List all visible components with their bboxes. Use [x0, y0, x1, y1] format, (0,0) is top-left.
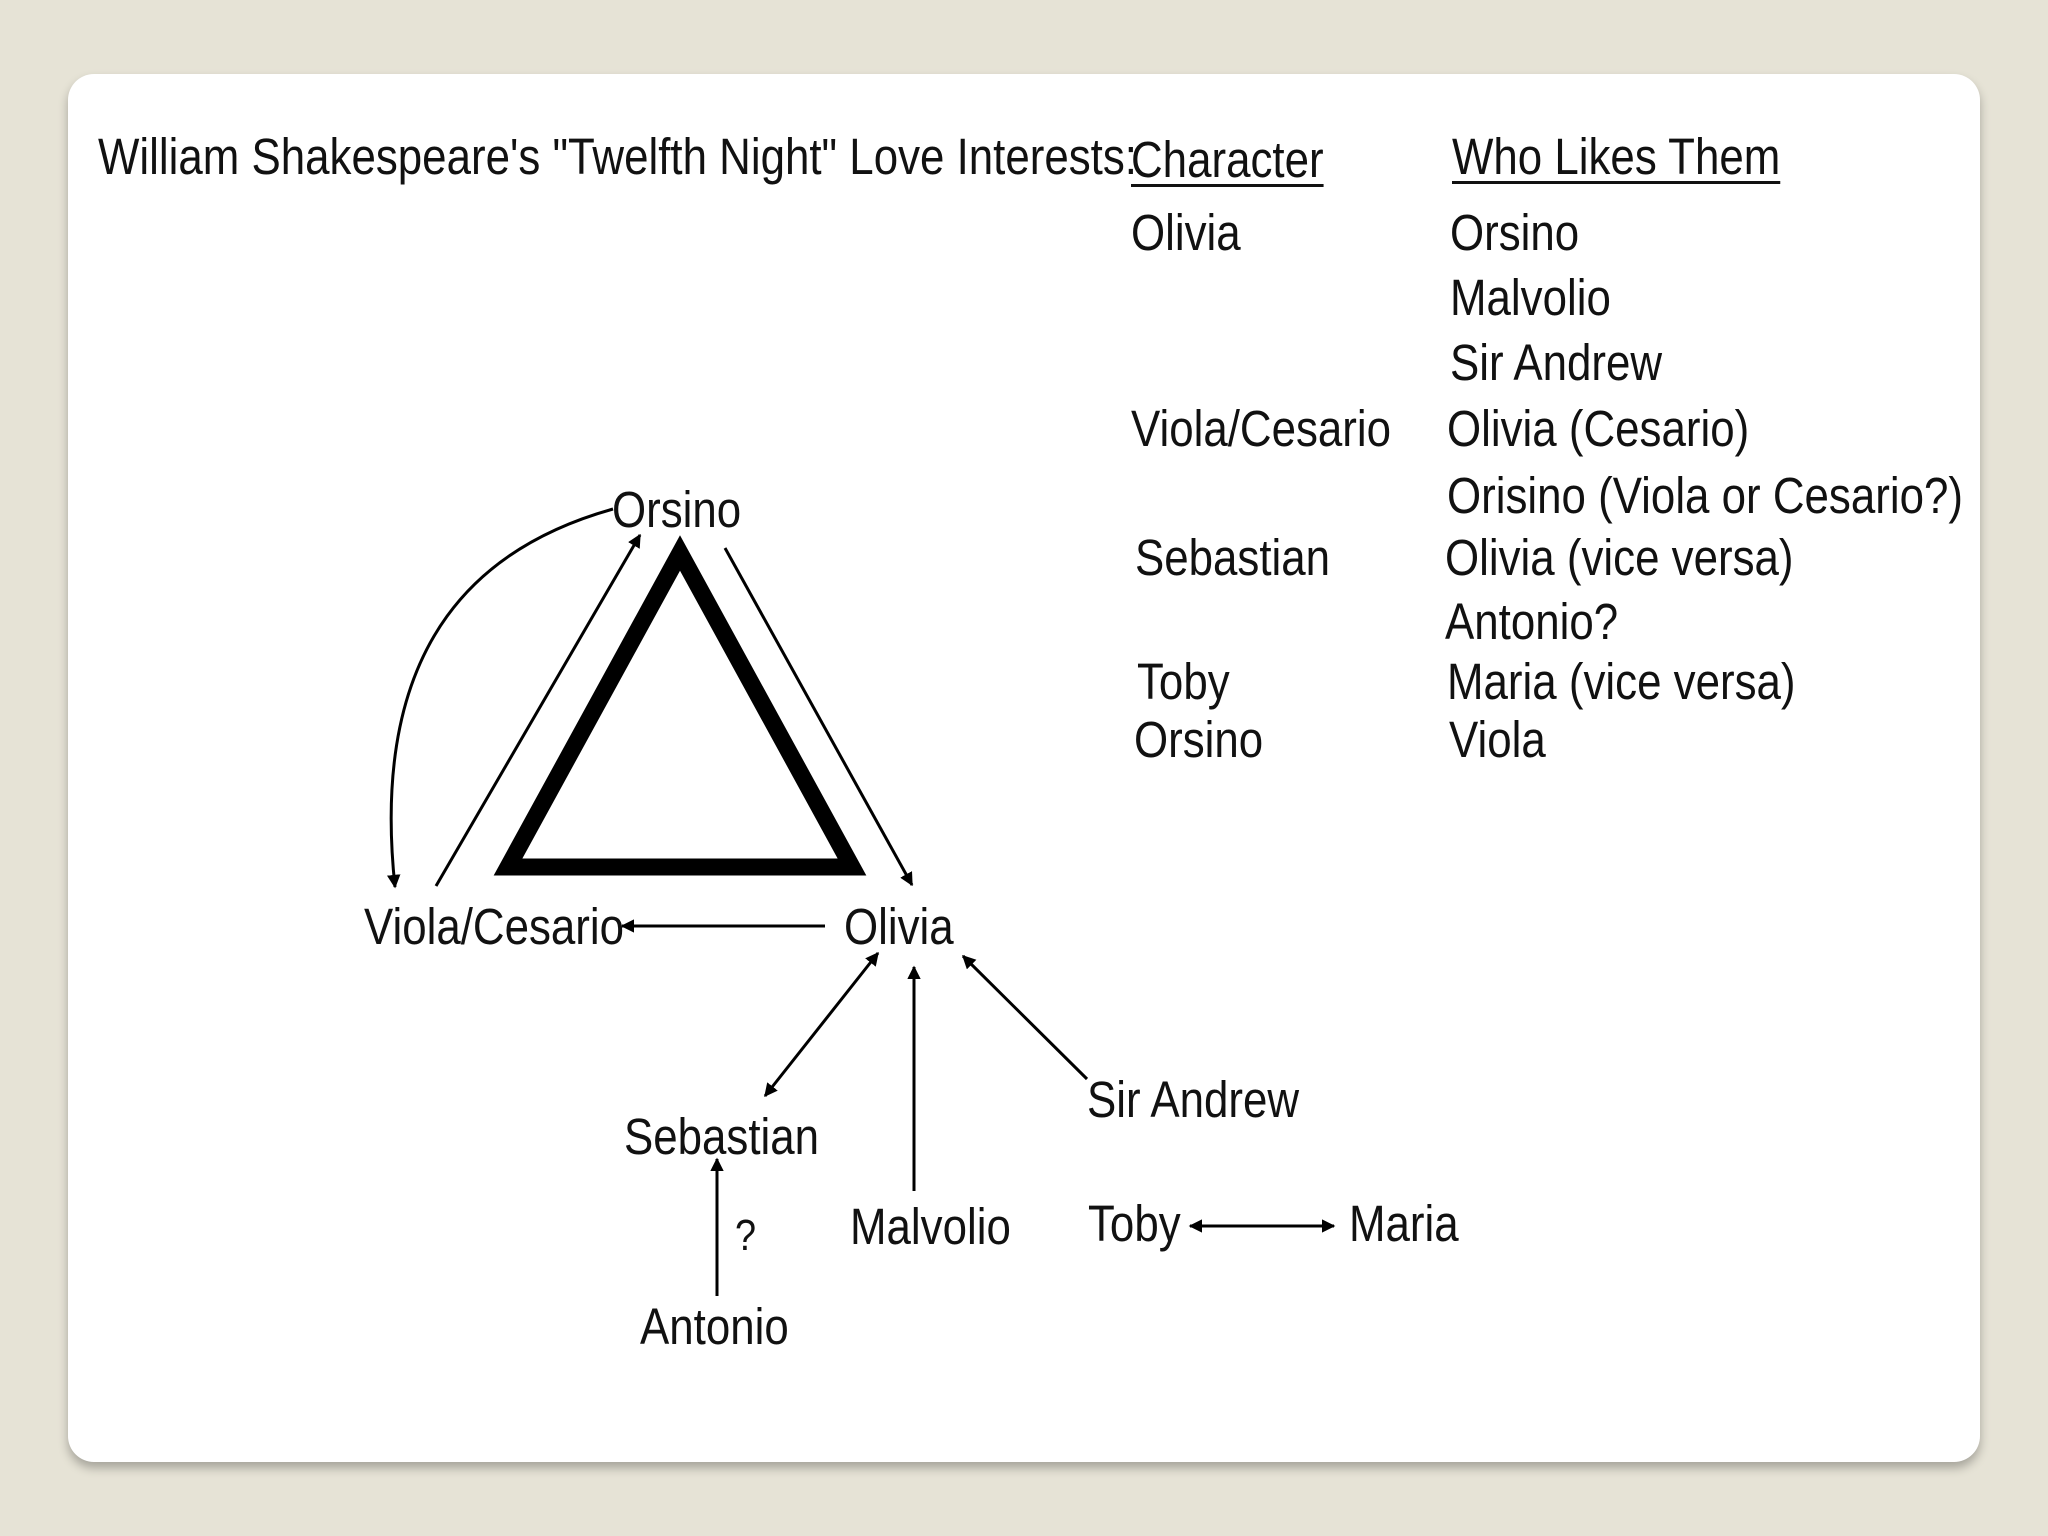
node-viola-cesario: Viola/Cesario: [364, 898, 625, 955]
arrow-orsino-to-olivia: [725, 548, 912, 885]
table-character: Orsino: [1134, 711, 1264, 768]
node-sir-andrew: Sir Andrew: [1087, 1071, 1300, 1128]
node-malvolio: Malvolio: [850, 1198, 1011, 1255]
table-admirer: Viola: [1449, 711, 1546, 768]
arrow-viola-to-orsino: [436, 535, 640, 886]
character-column-header: Character: [1131, 131, 1324, 188]
arrow-sir-andrew-to-olivia: [963, 956, 1087, 1079]
table-admirer: Malvolio: [1450, 269, 1611, 326]
table-character: Toby: [1137, 653, 1230, 710]
table-admirer: Sir Andrew: [1450, 334, 1663, 391]
table-character: Sebastian: [1135, 529, 1331, 586]
question-mark: ?: [735, 1211, 757, 1260]
table-admirer: Maria (vice versa): [1447, 653, 1796, 710]
love-triangle: [508, 553, 852, 867]
love-diagram: [68, 74, 1980, 1462]
who-likes-them-column-header: Who Likes Them: [1452, 128, 1781, 185]
node-orsino: Orsino: [612, 481, 742, 538]
slide: [68, 74, 1980, 1462]
node-sebastian: Sebastian: [624, 1108, 820, 1165]
arrow-orsino-to-viola: [391, 509, 613, 887]
table-admirer: Orisino (Viola or Cesario?): [1447, 467, 1963, 524]
node-toby: Toby: [1088, 1195, 1181, 1252]
table-character: Viola/Cesario: [1131, 400, 1392, 457]
table-admirer: Olivia (vice versa): [1445, 529, 1794, 586]
page-title: William Shakespeare's "Twelfth Night" Love Interests:: [98, 128, 1137, 185]
table-admirer: Antonio?: [1445, 593, 1619, 650]
node-antonio: Antonio: [640, 1298, 789, 1355]
node-olivia: Olivia: [844, 898, 954, 955]
table-admirer: Orsino: [1450, 204, 1580, 261]
table-character: Olivia: [1131, 204, 1241, 261]
node-maria: Maria: [1349, 1195, 1459, 1252]
arrow-olivia-sebastian: [765, 953, 878, 1096]
table-admirer: Olivia (Cesario): [1447, 400, 1750, 457]
